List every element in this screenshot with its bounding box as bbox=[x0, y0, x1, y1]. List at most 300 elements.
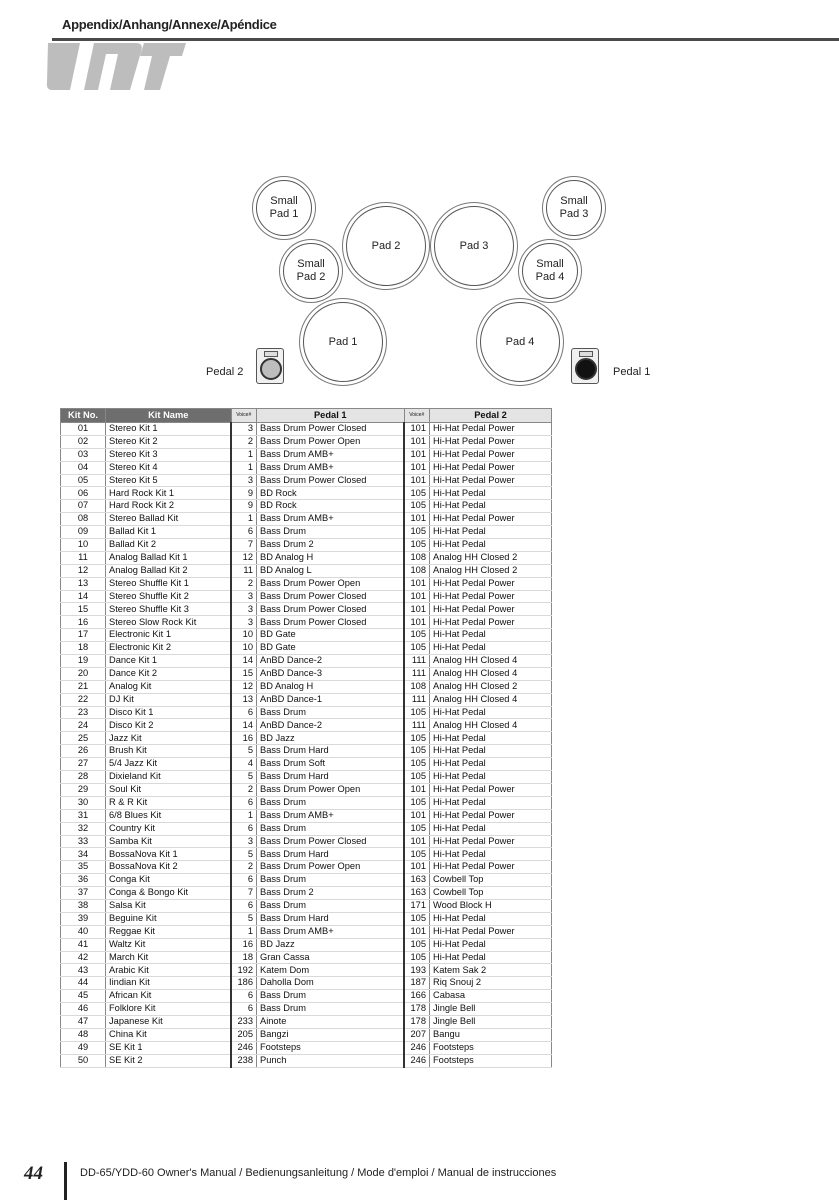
pedal-1-name-cell: Katem Dom bbox=[257, 964, 405, 977]
pedal-2-voice-cell: 101 bbox=[404, 616, 430, 629]
pedal-2-name-cell: Hi-Hat Pedal bbox=[430, 848, 552, 861]
pedal-2-name-cell: Footsteps bbox=[430, 1054, 552, 1067]
pedal-1-name-cell: Bass Drum Power Closed bbox=[257, 590, 405, 603]
pedal-2-name-cell: Hi-Hat Pedal Power bbox=[430, 577, 552, 590]
kit-name-cell: Electronic Kit 2 bbox=[106, 642, 232, 655]
pedal-1-name-cell: Bass Drum 2 bbox=[257, 887, 405, 900]
pedal-2-name-cell: Analog HH Closed 4 bbox=[430, 655, 552, 668]
pedal-1-voice-cell: 1 bbox=[231, 925, 257, 938]
kit-name-cell: Arabic Kit bbox=[106, 964, 232, 977]
table-row bbox=[61, 590, 552, 603]
pedal-2-name-cell: Hi-Hat Pedal bbox=[430, 912, 552, 925]
kit-no-cell: 18 bbox=[61, 642, 106, 655]
pedal-2-voice-cell: 105 bbox=[404, 771, 430, 784]
pedal-1-name-cell: Bass Drum bbox=[257, 822, 405, 835]
pedal-2-name-cell: Hi-Hat Pedal bbox=[430, 487, 552, 500]
pedal-1-voice-cell: 14 bbox=[231, 655, 257, 668]
pedal-2-voice-cell: 187 bbox=[404, 977, 430, 990]
kit-name-cell: Stereo Slow Rock Kit bbox=[106, 616, 232, 629]
pedal-2-name-cell: Cabasa bbox=[430, 990, 552, 1003]
footer-bar bbox=[64, 1162, 67, 1200]
kit-no-cell: 49 bbox=[61, 1041, 106, 1054]
table-row bbox=[61, 500, 552, 513]
pedal-1-voice-cell: 10 bbox=[231, 629, 257, 642]
kit-name-cell: Electronic Kit 1 bbox=[106, 629, 232, 642]
pedal-2-name-cell: Analog HH Closed 4 bbox=[430, 693, 552, 706]
kit-no-cell: 20 bbox=[61, 667, 106, 680]
pedal-2-voice-cell: 178 bbox=[404, 1015, 430, 1028]
appendix-tab-logo bbox=[44, 38, 194, 93]
pedal-2-voice-cell: 178 bbox=[404, 1003, 430, 1016]
table-row bbox=[61, 616, 552, 629]
pedal-2-name-cell: Hi-Hat Pedal Power bbox=[430, 590, 552, 603]
pedal-1-voice-cell: 3 bbox=[231, 835, 257, 848]
pedal-1-voice-cell: 3 bbox=[231, 590, 257, 603]
pedal-1-voice-cell: 10 bbox=[231, 642, 257, 655]
pedal-2-voice-cell: 105 bbox=[404, 732, 430, 745]
kit-no-cell: 37 bbox=[61, 887, 106, 900]
kit-name-cell: 5/4 Jazz Kit bbox=[106, 758, 232, 771]
pedal-1-name-cell: Bass Drum AMB+ bbox=[257, 809, 405, 822]
pedal-1-name-cell: Bass Drum Power Open bbox=[257, 783, 405, 796]
pedal-2-voice-cell: 101 bbox=[404, 423, 430, 436]
pedal-1-voice-cell: 2 bbox=[231, 577, 257, 590]
pedal-1-voice-cell: 246 bbox=[231, 1041, 257, 1054]
pedal-2-name-cell: Hi-Hat Pedal bbox=[430, 951, 552, 964]
pedal-2-name-cell: Analog HH Closed 2 bbox=[430, 564, 552, 577]
pedal-2-voice-cell: 101 bbox=[404, 474, 430, 487]
kit-name-cell: Ballad Kit 1 bbox=[106, 526, 232, 539]
pedal-2-name-cell: Hi-Hat Pedal Power bbox=[430, 783, 552, 796]
table-row bbox=[61, 423, 552, 436]
pedal-1-voice-cell: 3 bbox=[231, 474, 257, 487]
kit-name-cell: Stereo Kit 3 bbox=[106, 448, 232, 461]
pedal-2-voice-cell: 101 bbox=[404, 861, 430, 874]
pedal-1-name-cell: BD Analog H bbox=[257, 551, 405, 564]
pedal-1-name-cell: Bass Drum Power Closed bbox=[257, 603, 405, 616]
pedal-2-name-cell: Hi-Hat Pedal bbox=[430, 526, 552, 539]
kit-name-cell: Conga & Bongo Kit bbox=[106, 887, 232, 900]
table-row bbox=[61, 912, 552, 925]
kit-no-cell: 28 bbox=[61, 771, 106, 784]
table-row bbox=[61, 951, 552, 964]
pad-2: Pad 2 bbox=[346, 206, 426, 286]
pedal-1-name-cell: Bass Drum Power Closed bbox=[257, 423, 405, 436]
kit-no-cell: 22 bbox=[61, 693, 106, 706]
kit-no-cell: 13 bbox=[61, 577, 106, 590]
kit-no-cell: 25 bbox=[61, 732, 106, 745]
pedal-1-name-cell: Bass Drum AMB+ bbox=[257, 925, 405, 938]
pedal-2-name-cell: Hi-Hat Pedal Power bbox=[430, 809, 552, 822]
kit-name-cell: Soul Kit bbox=[106, 783, 232, 796]
pedal-2-name-cell: Hi-Hat Pedal bbox=[430, 629, 552, 642]
pedal-2-name-cell: Cowbell Top bbox=[430, 874, 552, 887]
pedal-1-name-cell: BD Gate bbox=[257, 642, 405, 655]
kit-no-cell: 45 bbox=[61, 990, 106, 1003]
kit-name-cell: Stereo Ballad Kit bbox=[106, 513, 232, 526]
table-row bbox=[61, 796, 552, 809]
pedal-1-voice-cell: 6 bbox=[231, 874, 257, 887]
pedal-1-voice-cell: 4 bbox=[231, 758, 257, 771]
kit-no-cell: 36 bbox=[61, 874, 106, 887]
pedal-2-name-cell: Hi-Hat Pedal bbox=[430, 539, 552, 552]
pedal-1-name-cell: Footsteps bbox=[257, 1041, 405, 1054]
pedal-2-voice-cell: 101 bbox=[404, 783, 430, 796]
kit-name-cell: Folklore Kit bbox=[106, 1003, 232, 1016]
pedal-2-name-cell: Hi-Hat Pedal bbox=[430, 771, 552, 784]
kit-name-cell: SE Kit 2 bbox=[106, 1054, 232, 1067]
kit-name-cell: March Kit bbox=[106, 951, 232, 964]
kit-name-cell: Jazz Kit bbox=[106, 732, 232, 745]
table-row bbox=[61, 435, 552, 448]
pedal-1-name-cell: Bass Drum Power Closed bbox=[257, 474, 405, 487]
pedal-1-name-cell: Bass Drum AMB+ bbox=[257, 461, 405, 474]
table-row bbox=[61, 964, 552, 977]
kit-name-cell: Stereo Shuffle Kit 2 bbox=[106, 590, 232, 603]
kit-name-cell: Waltz Kit bbox=[106, 938, 232, 951]
col-voice-1: Voice# bbox=[231, 409, 257, 423]
pedal-1-voice-cell: 205 bbox=[231, 1028, 257, 1041]
kit-name-cell: Beguine Kit bbox=[106, 912, 232, 925]
col-kit-name: Kit Name bbox=[106, 409, 232, 423]
pedal-1-name-cell: Bass Drum Power Open bbox=[257, 435, 405, 448]
pedal-2-voice-cell: 166 bbox=[404, 990, 430, 1003]
pedal-2-voice-cell: 101 bbox=[404, 435, 430, 448]
pedal-1-name-cell: BD Rock bbox=[257, 487, 405, 500]
pedal-1-voice-cell: 1 bbox=[231, 448, 257, 461]
kit-name-cell: Ballad Kit 2 bbox=[106, 539, 232, 552]
kit-name-cell: Disco Kit 2 bbox=[106, 719, 232, 732]
pedal-2-voice-cell: 105 bbox=[404, 822, 430, 835]
table-row bbox=[61, 680, 552, 693]
pedal-1-name-cell: BD Jazz bbox=[257, 732, 405, 745]
pedal-1-voice-cell: 2 bbox=[231, 435, 257, 448]
pedal-1-name-cell: BD Analog L bbox=[257, 564, 405, 577]
kit-no-cell: 05 bbox=[61, 474, 106, 487]
pedal-1-name-cell: BD Analog H bbox=[257, 680, 405, 693]
table-row bbox=[61, 642, 552, 655]
table-header-row bbox=[61, 409, 552, 423]
kit-no-cell: 03 bbox=[61, 448, 106, 461]
pedal-2-name-cell: Wood Block H bbox=[430, 899, 552, 912]
kit-name-cell: Brush Kit bbox=[106, 745, 232, 758]
pedal-1-voice-cell: 5 bbox=[231, 848, 257, 861]
kit-no-cell: 11 bbox=[61, 551, 106, 564]
small-pad-4: Small Pad 4 bbox=[522, 243, 578, 299]
kit-no-cell: 06 bbox=[61, 487, 106, 500]
pedal-2-name-cell: Hi-Hat Pedal bbox=[430, 796, 552, 809]
table-row bbox=[61, 1054, 552, 1067]
pedal-2-name-cell: Hi-Hat Pedal bbox=[430, 758, 552, 771]
pedal-1-name-cell: Bass Drum Power Closed bbox=[257, 616, 405, 629]
kit-no-cell: 10 bbox=[61, 539, 106, 552]
kit-no-cell: 12 bbox=[61, 564, 106, 577]
pedal-1-voice-cell: 6 bbox=[231, 706, 257, 719]
pedal-1-name-cell: Ainote bbox=[257, 1015, 405, 1028]
kit-no-cell: 41 bbox=[61, 938, 106, 951]
col-pedal-1: Pedal 1 bbox=[257, 409, 405, 423]
kit-no-cell: 43 bbox=[61, 964, 106, 977]
pedal-1-name-cell: Bass Drum bbox=[257, 526, 405, 539]
kit-no-cell: 26 bbox=[61, 745, 106, 758]
pedal-1-name-cell: Bass Drum bbox=[257, 706, 405, 719]
kit-name-cell: Analog Kit bbox=[106, 680, 232, 693]
kit-name-cell: Stereo Kit 2 bbox=[106, 435, 232, 448]
kit-no-cell: 44 bbox=[61, 977, 106, 990]
kit-name-cell: Conga Kit bbox=[106, 874, 232, 887]
pedal-2-voice-cell: 101 bbox=[404, 835, 430, 848]
pedal-1-name-cell: Bass Drum Hard bbox=[257, 771, 405, 784]
pedal-1-voice-cell: 12 bbox=[231, 680, 257, 693]
table-row bbox=[61, 938, 552, 951]
kit-no-cell: 02 bbox=[61, 435, 106, 448]
pedal-2-voice-cell: 108 bbox=[404, 564, 430, 577]
pedal-2-voice-cell: 108 bbox=[404, 680, 430, 693]
table-row bbox=[61, 719, 552, 732]
table-row bbox=[61, 899, 552, 912]
pedal-1-name-cell: AnBD Dance-1 bbox=[257, 693, 405, 706]
kit-no-cell: 32 bbox=[61, 822, 106, 835]
pedal-2-name-cell: Katem Sak 2 bbox=[430, 964, 552, 977]
pedal-2-name-cell: Hi-Hat Pedal bbox=[430, 745, 552, 758]
pedal-1-name-cell: Bass Drum bbox=[257, 796, 405, 809]
table-row bbox=[61, 1041, 552, 1054]
table-row bbox=[61, 925, 552, 938]
pedal-2-name-cell: Hi-Hat Pedal Power bbox=[430, 448, 552, 461]
kit-name-cell: Dance Kit 1 bbox=[106, 655, 232, 668]
kit-name-cell: Dixieland Kit bbox=[106, 771, 232, 784]
table-row bbox=[61, 887, 552, 900]
pedal-1-voice-cell: 7 bbox=[231, 887, 257, 900]
kit-name-cell: R & R Kit bbox=[106, 796, 232, 809]
pedal-1-voice-cell: 18 bbox=[231, 951, 257, 964]
pedal-1-voice-cell: 14 bbox=[231, 719, 257, 732]
kit-name-cell: Hard Rock Kit 1 bbox=[106, 487, 232, 500]
pedal-1-name-cell: AnBD Dance-3 bbox=[257, 667, 405, 680]
pedal-1-voice-cell: 9 bbox=[231, 500, 257, 513]
pad-3: Pad 3 bbox=[434, 206, 514, 286]
pedal-2-voice-cell: 105 bbox=[404, 642, 430, 655]
pedal-1-voice-cell: 6 bbox=[231, 899, 257, 912]
kit-no-cell: 47 bbox=[61, 1015, 106, 1028]
pedal-1-name-cell: Bass Drum 2 bbox=[257, 539, 405, 552]
table-row bbox=[61, 771, 552, 784]
kit-name-cell: Stereo Shuffle Kit 3 bbox=[106, 603, 232, 616]
pedal-2-voice-cell: 105 bbox=[404, 938, 430, 951]
pedal-2-label: Pedal 2 bbox=[206, 366, 244, 378]
pedal-2-voice-cell: 101 bbox=[404, 513, 430, 526]
pedal-1-voice-cell: 7 bbox=[231, 539, 257, 552]
kit-name-cell: Stereo Kit 4 bbox=[106, 461, 232, 474]
pedal-2-name-cell: Jingle Bell bbox=[430, 1003, 552, 1016]
table-row bbox=[61, 809, 552, 822]
pedal-2-voice-cell: 111 bbox=[404, 693, 430, 706]
pedal-1-voice-cell: 5 bbox=[231, 745, 257, 758]
kit-no-cell: 19 bbox=[61, 655, 106, 668]
pedal-2-icon bbox=[256, 348, 284, 384]
pedal-1-name-cell: Bass Drum Soft bbox=[257, 758, 405, 771]
pedal-1-name-cell: Bass Drum Power Open bbox=[257, 861, 405, 874]
pedal-2-voice-cell: 101 bbox=[404, 577, 430, 590]
small-pad-1: Small Pad 1 bbox=[256, 180, 312, 236]
kit-no-cell: 27 bbox=[61, 758, 106, 771]
pedal-1-name-cell: AnBD Dance-2 bbox=[257, 719, 405, 732]
pedal-2-voice-cell: 105 bbox=[404, 629, 430, 642]
table-row bbox=[61, 1015, 552, 1028]
pedal-2-voice-cell: 105 bbox=[404, 848, 430, 861]
pedal-2-voice-cell: 101 bbox=[404, 590, 430, 603]
pedal-2-name-cell: Hi-Hat Pedal Power bbox=[430, 461, 552, 474]
pedal-1-name-cell: BD Jazz bbox=[257, 938, 405, 951]
pedal-1-voice-cell: 5 bbox=[231, 771, 257, 784]
pedal-2-name-cell: Analog HH Closed 2 bbox=[430, 551, 552, 564]
pedal-1-voice-cell: 6 bbox=[231, 526, 257, 539]
pedal-1-voice-cell: 11 bbox=[231, 564, 257, 577]
pedal-1-name-cell: Bass Drum bbox=[257, 990, 405, 1003]
kit-name-cell: Hard Rock Kit 2 bbox=[106, 500, 232, 513]
kit-name-cell: Analog Ballad Kit 2 bbox=[106, 564, 232, 577]
pedal-2-name-cell: Analog HH Closed 2 bbox=[430, 680, 552, 693]
pedal-1-name-cell: Bass Drum Power Open bbox=[257, 577, 405, 590]
kit-name-cell: Analog Ballad Kit 1 bbox=[106, 551, 232, 564]
drum-kit-table bbox=[60, 408, 552, 1068]
table-row bbox=[61, 1003, 552, 1016]
kit-no-cell: 39 bbox=[61, 912, 106, 925]
pedal-1-voice-cell: 6 bbox=[231, 796, 257, 809]
footer-text: DD-65/YDD-60 Owner's Manual / Bedienungsanleitung / Mode d'emploi / Manual de instrucciones bbox=[80, 1167, 557, 1179]
pedal-1-name-cell: Punch bbox=[257, 1054, 405, 1067]
kit-no-cell: 08 bbox=[61, 513, 106, 526]
pedal-1-voice-cell: 6 bbox=[231, 1003, 257, 1016]
kit-name-cell: African Kit bbox=[106, 990, 232, 1003]
pedal-2-name-cell: Footsteps bbox=[430, 1041, 552, 1054]
pedal-1-voice-cell: 6 bbox=[231, 822, 257, 835]
col-kit-no: Kit No. bbox=[61, 409, 106, 423]
pedal-2-name-cell: Analog HH Closed 4 bbox=[430, 667, 552, 680]
pedal-2-voice-cell: 105 bbox=[404, 539, 430, 552]
pedal-1-voice-cell: 16 bbox=[231, 732, 257, 745]
kit-no-cell: 21 bbox=[61, 680, 106, 693]
kit-name-cell: BossaNova Kit 2 bbox=[106, 861, 232, 874]
pedal-1-name-cell: Bangzi bbox=[257, 1028, 405, 1041]
pedal-2-name-cell: Hi-Hat Pedal bbox=[430, 642, 552, 655]
kit-no-cell: 23 bbox=[61, 706, 106, 719]
pedal-1-voice-cell: 13 bbox=[231, 693, 257, 706]
pedal-1-name-cell: BD Rock bbox=[257, 500, 405, 513]
pad-4: Pad 4 bbox=[480, 302, 560, 382]
table-row bbox=[61, 822, 552, 835]
pedal-2-voice-cell: 105 bbox=[404, 796, 430, 809]
pedal-2-voice-cell: 105 bbox=[404, 706, 430, 719]
table-row bbox=[61, 474, 552, 487]
pedal-2-name-cell: Cowbell Top bbox=[430, 887, 552, 900]
pedal-1-voice-cell: 6 bbox=[231, 990, 257, 1003]
kit-name-cell: SE Kit 1 bbox=[106, 1041, 232, 1054]
table-row bbox=[61, 990, 552, 1003]
table-row bbox=[61, 564, 552, 577]
pedal-2-name-cell: Hi-Hat Pedal Power bbox=[430, 925, 552, 938]
kit-no-cell: 46 bbox=[61, 1003, 106, 1016]
table-row bbox=[61, 655, 552, 668]
pedal-1-voice-cell: 1 bbox=[231, 809, 257, 822]
pedal-2-voice-cell: 163 bbox=[404, 887, 430, 900]
pedal-2-name-cell: Hi-Hat Pedal Power bbox=[430, 474, 552, 487]
pedal-1-voice-cell: 2 bbox=[231, 783, 257, 796]
table-row bbox=[61, 874, 552, 887]
pedal-1-voice-cell: 233 bbox=[231, 1015, 257, 1028]
pedal-2-voice-cell: 101 bbox=[404, 809, 430, 822]
kit-name-cell: DJ Kit bbox=[106, 693, 232, 706]
pedal-2-voice-cell: 101 bbox=[404, 925, 430, 938]
table-row bbox=[61, 861, 552, 874]
pedal-2-voice-cell: 111 bbox=[404, 655, 430, 668]
pedal-2-name-cell: Hi-Hat Pedal Power bbox=[430, 435, 552, 448]
pedal-1-voice-cell: 5 bbox=[231, 912, 257, 925]
pedal-1-voice-cell: 15 bbox=[231, 667, 257, 680]
pedal-2-name-cell: Riq Snouj 2 bbox=[430, 977, 552, 990]
pedal-2-voice-cell: 101 bbox=[404, 461, 430, 474]
kit-no-cell: 09 bbox=[61, 526, 106, 539]
pedal-1-voice-cell: 1 bbox=[231, 513, 257, 526]
table-row bbox=[61, 448, 552, 461]
table-row bbox=[61, 629, 552, 642]
kit-no-cell: 15 bbox=[61, 603, 106, 616]
col-pedal-2: Pedal 2 bbox=[430, 409, 552, 423]
pedal-2-name-cell: Analog HH Closed 4 bbox=[430, 719, 552, 732]
pedal-2-voice-cell: 101 bbox=[404, 603, 430, 616]
pedal-1-name-cell: Bass Drum AMB+ bbox=[257, 448, 405, 461]
table-row bbox=[61, 706, 552, 719]
kit-no-cell: 01 bbox=[61, 423, 106, 436]
pedal-2-name-cell: Hi-Hat Pedal Power bbox=[430, 616, 552, 629]
pedal-2-name-cell: Hi-Hat Pedal bbox=[430, 706, 552, 719]
table-row bbox=[61, 461, 552, 474]
table-row bbox=[61, 667, 552, 680]
kit-name-cell: China Kit bbox=[106, 1028, 232, 1041]
kit-name-cell: Stereo Kit 5 bbox=[106, 474, 232, 487]
pedal-2-voice-cell: 108 bbox=[404, 551, 430, 564]
pedal-1-voice-cell: 9 bbox=[231, 487, 257, 500]
kit-name-cell: Dance Kit 2 bbox=[106, 667, 232, 680]
pedal-2-name-cell: Hi-Hat Pedal Power bbox=[430, 603, 552, 616]
kit-name-cell: Iindian Kit bbox=[106, 977, 232, 990]
kit-no-cell: 34 bbox=[61, 848, 106, 861]
table-row bbox=[61, 745, 552, 758]
kit-no-cell: 48 bbox=[61, 1028, 106, 1041]
kit-name-cell: Samba Kit bbox=[106, 835, 232, 848]
pedal-2-voice-cell: 207 bbox=[404, 1028, 430, 1041]
table-row bbox=[61, 487, 552, 500]
kit-no-cell: 16 bbox=[61, 616, 106, 629]
pedal-1-label: Pedal 1 bbox=[613, 366, 651, 378]
pedal-1-name-cell: Daholla Dom bbox=[257, 977, 405, 990]
kit-no-cell: 24 bbox=[61, 719, 106, 732]
pedal-1-name-cell: Bass Drum bbox=[257, 1003, 405, 1016]
pedal-1-name-cell: Bass Drum Hard bbox=[257, 745, 405, 758]
pedal-2-voice-cell: 171 bbox=[404, 899, 430, 912]
pedal-1-voice-cell: 1 bbox=[231, 461, 257, 474]
pedal-2-name-cell: Hi-Hat Pedal Power bbox=[430, 423, 552, 436]
pedal-2-name-cell: Hi-Hat Pedal bbox=[430, 822, 552, 835]
pedal-2-name-cell: Hi-Hat Pedal bbox=[430, 938, 552, 951]
kit-name-cell: Reggae Kit bbox=[106, 925, 232, 938]
pedal-1-name-cell: Bass Drum bbox=[257, 899, 405, 912]
kit-no-cell: 17 bbox=[61, 629, 106, 642]
pedal-2-name-cell: Bangu bbox=[430, 1028, 552, 1041]
pedal-2-voice-cell: 105 bbox=[404, 526, 430, 539]
pedal-2-voice-cell: 163 bbox=[404, 874, 430, 887]
kit-name-cell: Country Kit bbox=[106, 822, 232, 835]
